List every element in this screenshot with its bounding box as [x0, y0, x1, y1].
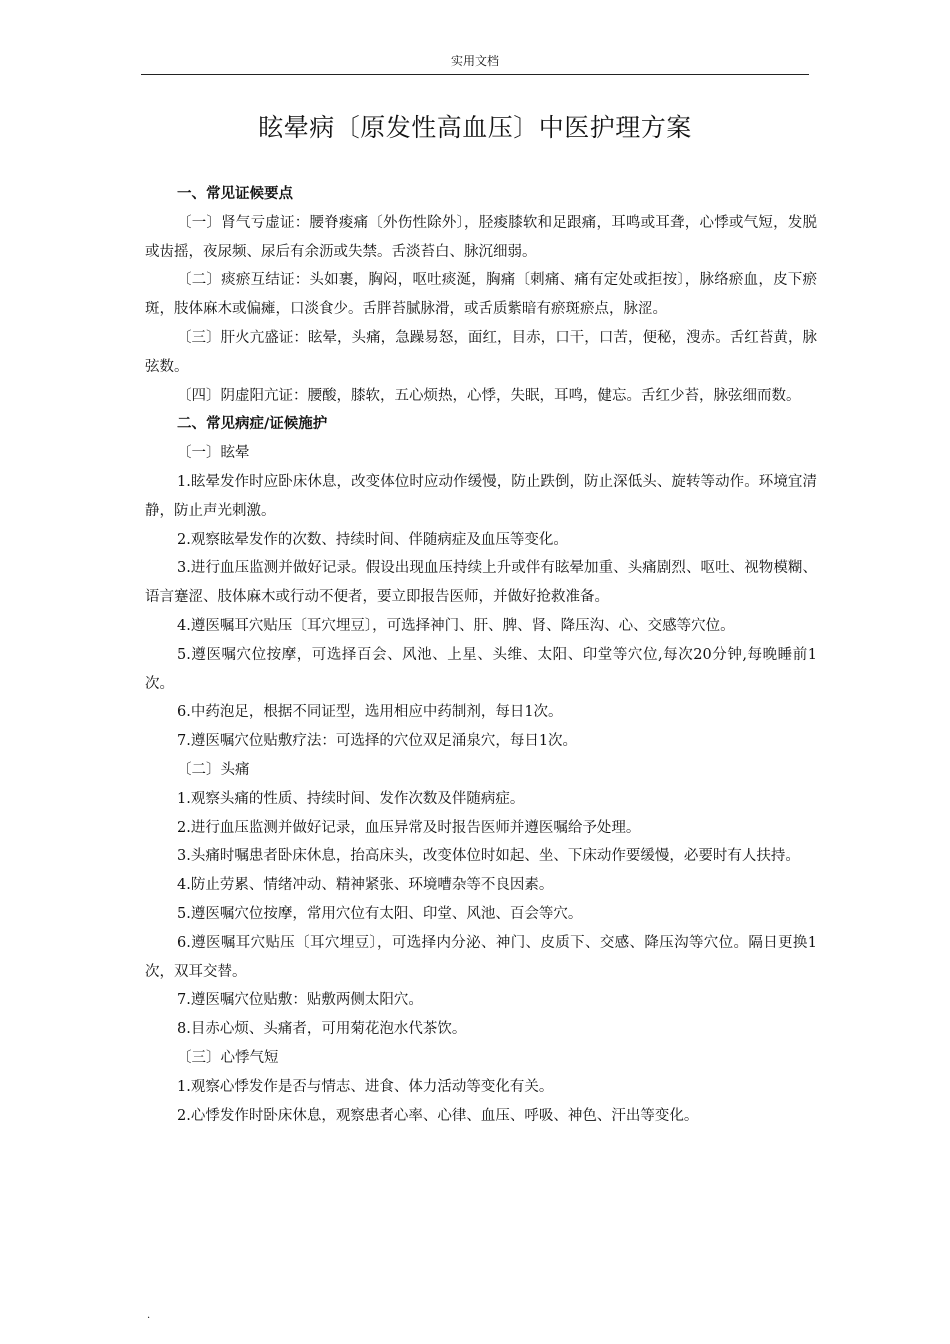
paragraph: 〔二〕痰瘀互结证：头如裹，胸闷，呕吐痰涎，胸痛〔刺痛、痛有定处或拒按〕，脉络瘀血，皮下瘀斑，肢体麻木或偏瘫，口淡食少。舌胖苔腻脉滑，或舌质紫暗有瘀斑瘀点，脉涩。 — [145, 272, 817, 318]
paragraph: 〔一〕肾气亏虚证：腰脊痠痛〔外伤性除外〕，胫痠膝软和足跟痛，耳鸣或耳聋，心悸或气短，发脱或齿摇，夜尿频、尿后有余沥或失禁。舌淡苔白、脉沉细弱。 — [145, 214, 817, 260]
section-heading: 一、常见证候要点 — [177, 186, 293, 202]
document-title: 眩晕病〔原发性高血压〕中医护理方案 — [258, 113, 692, 142]
list-item: 2.心悸发作时卧床休息，观察患者心率、心律、血压、呼吸、神色、汗出等变化。 — [177, 1107, 699, 1124]
list-item: 5.遵医嘱穴位按摩，可选择百会、风池、上星、头维、太阳、印堂等穴位,每次20分钟,每晚睡前1次。 — [145, 646, 817, 692]
paragraph: 〔四〕阴虚阳亢证：腰酸，膝软，五心烦热，心悸，失眠，耳鸣，健忘。舌红少苔，脉弦细而数。 — [177, 387, 801, 404]
list-item: 6.遵医嘱耳穴贴压〔耳穴埋豆〕，可选择内分泌、神门、皮质下、交感、降压沟等穴位。隔日更换1次，双耳交替。 — [145, 934, 817, 980]
list-item: 6.中药泡足，根据不同证型，选用相应中药制剂，每日1次。 — [177, 704, 563, 721]
list-item: 1.观察头痛的性质、持续时间、发作次数及伴随病症。 — [177, 790, 525, 807]
list-item: 3.头痛时嘱患者卧床休息，抬高床头，改变体位时如起、坐、下床动作要缓慢，必要时有人扶持。 — [177, 848, 800, 865]
list-item: 7.遵医嘱穴位贴敷疗法：可选择的穴位双足涌泉穴，每日1次。 — [177, 733, 578, 750]
list-item: 2.进行血压监测并做好记录，血压异常及时报告医师并遵医嘱给予处理。 — [177, 819, 641, 836]
list-item: 4.防止劳累、情绪冲动、精神紧张、环境嘈杂等不良因素。 — [177, 877, 554, 894]
list-item: 3.进行血压监测并做好记录。假设出现血压持续上升或伴有眩晕加重、头痛剧烈、呕吐、视物模糊、语言蹇涩、肢体麻木或行动不便者，要立即报告医师，并做好抢救准备。 — [145, 560, 817, 606]
subsection-title: 〔二〕头痛 — [177, 761, 250, 778]
header-text: 实用文档 — [450, 54, 499, 68]
document-body — [145, 180, 817, 1130]
list-item: 5.遵医嘱穴位按摩，常用穴位有太阳、印堂、风池、百会等穴。 — [177, 905, 583, 922]
list-item: 1.观察心悸发作是否与情志、进食、体力活动等变化有关。 — [177, 1078, 554, 1095]
subsection-title: 〔三〕心悸气短 — [177, 1049, 279, 1066]
paragraph: 〔三〕肝火亢盛证：眩晕，头痛，急躁易怒，面红，目赤，口干，口苦，便秘，溲赤。舌红苔黄，脉弦数。 — [145, 329, 817, 375]
list-item: 4.遵医嘱耳穴贴压〔耳穴埋豆〕，可选择神门、肝、脾、肾、降压沟、心、交感等穴位。 — [177, 617, 735, 634]
footer-mark: . — [147, 1310, 151, 1321]
section-heading: 二、常见病症/证候施护 — [177, 416, 328, 433]
page-header — [141, 54, 809, 75]
subsection-title: 〔一〕眩晕 — [177, 445, 250, 462]
list-item: 1.眩晕发作时应卧床休息，改变体位时应动作缓慢，防止跌倒，防止深低头、旋转等动作。环境宜清静，防止声光刺激。 — [145, 473, 817, 519]
list-item: 2.观察眩晕发作的次数、持续时间、伴随病症及血压等变化。 — [177, 531, 568, 548]
list-item: 8.目赤心烦、头痛者，可用菊花泡水代茶饮。 — [177, 1021, 467, 1038]
list-item: 7.遵医嘱穴位贴敷：贴敷两侧太阳穴。 — [177, 992, 423, 1009]
